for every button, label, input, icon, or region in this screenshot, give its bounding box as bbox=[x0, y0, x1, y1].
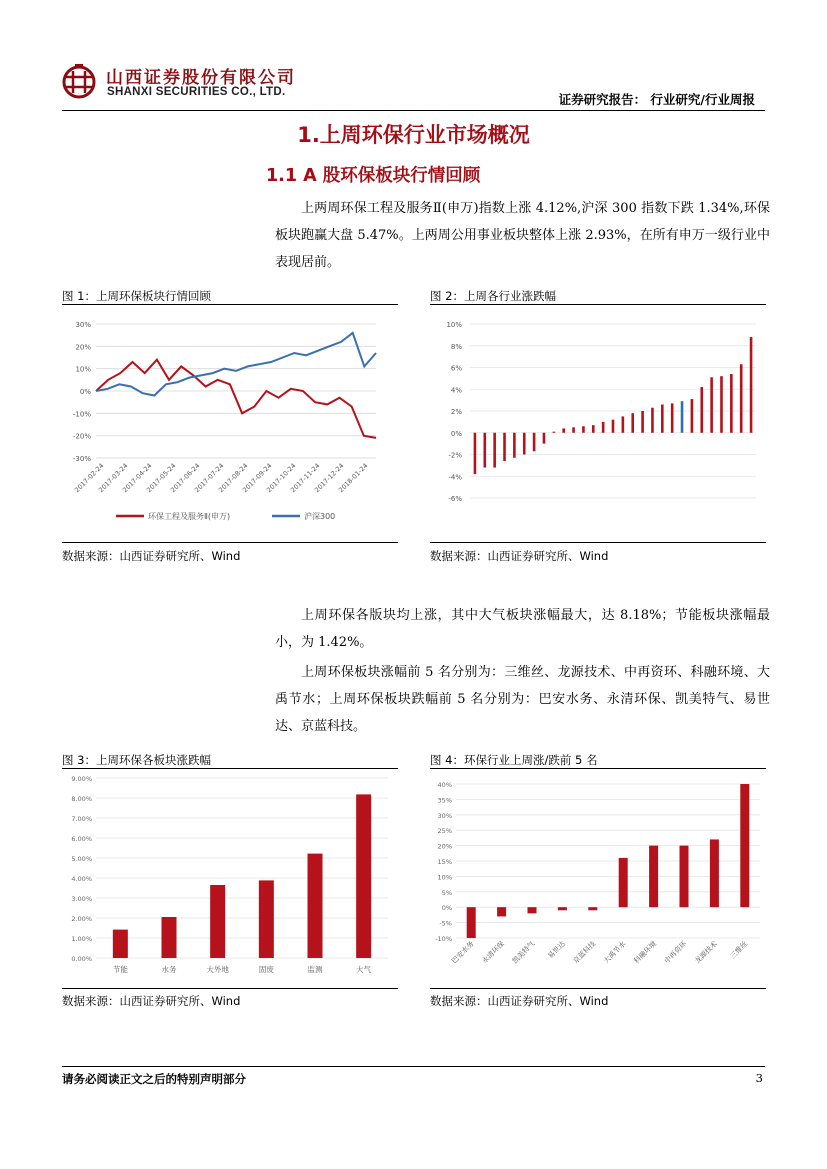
fig1-bottom-rule bbox=[62, 542, 398, 543]
fig1-y-tick-label: 20% bbox=[75, 343, 91, 352]
fig3-source: 数据来源：山西证券研究所、Wind bbox=[62, 994, 241, 1008]
fig3-title-rule bbox=[62, 768, 398, 769]
fig2-bar bbox=[612, 420, 615, 433]
company-name-en: SHANXI SECURITIES CO., LTD. bbox=[107, 86, 286, 98]
fig4-y-tick-label: 0% bbox=[441, 904, 452, 913]
fig2-y-tick-label: -2% bbox=[448, 451, 462, 460]
fig3-bar bbox=[113, 930, 128, 958]
fig1-y-tick-label: -30% bbox=[72, 455, 91, 463]
fig1-x-tick-label: 2017-08-24 bbox=[217, 461, 250, 495]
fig2-y-tick-label: 8% bbox=[450, 342, 462, 351]
fig1-y-tick-label: 10% bbox=[75, 365, 91, 374]
fig2-bar bbox=[710, 377, 713, 432]
fig1-x-tick-label: 2018-01-24 bbox=[337, 461, 370, 495]
fig2-bar bbox=[681, 401, 684, 433]
fig1-y-tick-label: 30% bbox=[75, 321, 91, 329]
footer-divider bbox=[62, 1066, 765, 1067]
fig1-x-tick-label: 2017-03-24 bbox=[97, 461, 130, 495]
fig4-x-tick-label: 三维丝 bbox=[728, 939, 750, 961]
fig4-y-tick-label: 40% bbox=[437, 781, 452, 789]
fig2-bar bbox=[572, 427, 575, 432]
fig2-y-tick-label: -6% bbox=[448, 495, 462, 503]
fig2-bar bbox=[503, 433, 506, 461]
fig4-bar bbox=[649, 846, 658, 908]
fig4-bar bbox=[740, 784, 749, 907]
fig2-bar bbox=[553, 432, 556, 433]
fig3-title: 图 3：上周环保各板块涨跌幅 bbox=[62, 753, 211, 767]
fig4-x-tick-label: 大禹节水 bbox=[602, 939, 628, 966]
fig4-y-tick-label: 30% bbox=[437, 811, 452, 820]
paragraph-market-overview: 上两周环保工程及服务Ⅱ(申万)指数上涨 4.12%,沪深 300 指数下跌 1.34%,环保板块跑赢大盘 5.47%。上两周公用事业板块整体上涨 2.93%，在所有申万一级行业中表现居前。 bbox=[275, 201, 770, 270]
fig1-y-tick-label: -20% bbox=[72, 432, 91, 441]
fig2-bar bbox=[720, 376, 723, 433]
fig4-bottom-rule bbox=[430, 988, 766, 989]
fig4-title: 图 4：环保行业上周涨/跌前 5 名 bbox=[430, 753, 598, 767]
fig4-x-tick-label: 龙源技术 bbox=[693, 939, 719, 966]
fig1-legend-label: 沪深300 bbox=[304, 512, 336, 521]
paragraph-sector-performance: 上周环保各版块均上涨，其中大气板块涨幅最大，达 8.18%；节能板块涨幅最小，为 1.42%。 bbox=[275, 608, 770, 650]
fig1-y-tick-label: 0% bbox=[79, 388, 91, 396]
fig3-y-tick-label: 9.00% bbox=[71, 775, 92, 783]
fig3-y-tick-label: 8.00% bbox=[71, 795, 92, 803]
fig4-title-rule bbox=[430, 768, 766, 769]
fig1-x-tick-label: 2017-09-24 bbox=[241, 461, 274, 495]
fig3-x-tick-label: 大外地 bbox=[206, 965, 229, 974]
fig4-x-tick-label: 科融环境 bbox=[632, 939, 659, 966]
fig2-bar bbox=[483, 433, 486, 468]
fig4-y-tick-label: 20% bbox=[437, 842, 452, 851]
fig2-bar bbox=[730, 374, 733, 433]
fig2-y-tick-label: 10% bbox=[446, 321, 462, 329]
fig4-x-tick-label: 中再资环 bbox=[662, 939, 689, 966]
fig4-y-tick-label: 10% bbox=[437, 873, 452, 882]
fig4-bar bbox=[467, 907, 476, 938]
fig3-y-tick-label: 7.00% bbox=[71, 815, 92, 823]
company-logo-icon bbox=[62, 64, 96, 100]
fig4-x-tick-label: 巴安水务 bbox=[450, 939, 476, 966]
fig4-x-tick-label: 永清环保 bbox=[480, 939, 507, 966]
section-subtitle: 1.1 A 股环保板块行情回顾 bbox=[266, 166, 481, 186]
fig3-bottom-rule bbox=[62, 988, 398, 989]
fig1-title-rule bbox=[62, 304, 398, 305]
fig2-y-tick-label: -4% bbox=[448, 473, 462, 482]
fig2-y-tick-label: 4% bbox=[450, 386, 462, 395]
fig4-y-tick-label: -5% bbox=[439, 919, 452, 928]
fig4-y-tick-label: 5% bbox=[441, 888, 452, 897]
fig3-x-tick-label: 水务 bbox=[161, 965, 177, 974]
fig2-y-tick-label: 6% bbox=[450, 364, 462, 373]
fig4-y-tick-label: 15% bbox=[437, 858, 452, 866]
fig2-bar bbox=[523, 433, 526, 455]
fig4-bar bbox=[619, 858, 628, 907]
fig3-y-tick-label: 3.00% bbox=[71, 895, 92, 903]
fig2-bar bbox=[750, 337, 753, 433]
fig4-y-tick-label: 35% bbox=[437, 796, 452, 805]
fig1-x-tick-label: 2017-06-24 bbox=[169, 461, 202, 495]
page-number: 3 bbox=[755, 1071, 763, 1085]
fig1-line-chart bbox=[62, 308, 398, 538]
fig2-bar bbox=[513, 433, 516, 458]
fig4-bar bbox=[558, 907, 567, 910]
fig3-y-tick-label: 2.00% bbox=[71, 915, 92, 923]
fig2-bar bbox=[691, 399, 694, 433]
paragraph-top-movers: 上周环保板块涨幅前 5 名分别为：三维丝、龙源技术、中再资环、科融环境、大禹节水；上周环保板块跌幅前 5 名分别为：巴安水务、永清环保、凯美特气、易世达、京蓝科技。 bbox=[275, 665, 770, 734]
fig2-bar bbox=[543, 433, 546, 444]
fig1-x-tick-label: 2017-02-24 bbox=[73, 461, 106, 495]
fig3-y-tick-label: 5.00% bbox=[71, 855, 92, 863]
fig3-bar-chart bbox=[62, 772, 398, 984]
fig2-source: 数据来源：山西证券研究所、Wind bbox=[430, 549, 609, 563]
fig3-y-tick-label: 4.00% bbox=[71, 875, 92, 883]
fig2-bottom-rule bbox=[430, 542, 766, 543]
fig2-bar bbox=[592, 425, 595, 433]
fig1-x-tick-label: 2017-04-24 bbox=[121, 461, 154, 495]
fig1-x-tick-label: 2017-10-24 bbox=[265, 461, 298, 495]
fig3-bar bbox=[210, 885, 225, 958]
fig4-bar bbox=[588, 907, 597, 910]
fig2-bar bbox=[602, 422, 605, 433]
report-type: 证券研究报告： 行业研究/行业周报 bbox=[558, 92, 755, 107]
fig3-bar bbox=[356, 794, 371, 958]
fig2-bar bbox=[622, 416, 625, 432]
fig3-x-tick-label: 监测 bbox=[307, 965, 323, 974]
fig4-bar bbox=[497, 907, 506, 916]
fig4-bar-chart bbox=[430, 772, 766, 984]
fig4-bar bbox=[710, 839, 719, 907]
section-title: 1.上周环保行业市场概况 bbox=[297, 123, 530, 147]
fig4-y-tick-label: 25% bbox=[437, 827, 452, 836]
fig2-bar bbox=[493, 433, 496, 468]
fig4-bar bbox=[528, 907, 537, 913]
fig3-x-tick-label: 固废 bbox=[258, 965, 274, 974]
fig1-x-tick-label: 2017-12-24 bbox=[313, 461, 346, 495]
fig1-source: 数据来源：山西证券研究所、Wind bbox=[62, 549, 241, 563]
fig4-x-tick-label: 易世达 bbox=[546, 939, 567, 961]
fig1-title: 图 1：上周环保板块行情回顾 bbox=[62, 289, 211, 303]
fig2-bar bbox=[661, 404, 664, 432]
fig2-bar-chart bbox=[430, 308, 766, 538]
fig2-bar bbox=[651, 408, 654, 433]
fig1-x-tick-label: 2017-11-24 bbox=[289, 461, 322, 495]
footer-disclaimer: 请务必阅读正文之后的特别声明部分 bbox=[62, 1072, 246, 1086]
fig4-y-tick-label: -10% bbox=[435, 935, 452, 943]
fig3-x-tick-label: 节能 bbox=[112, 965, 128, 974]
fig2-bar bbox=[474, 433, 477, 474]
fig1-legend-label: 环保工程及服务Ⅱ(申万) bbox=[148, 512, 231, 521]
fig2-bar bbox=[740, 364, 743, 433]
header-divider bbox=[62, 110, 765, 111]
fig3-bar bbox=[259, 880, 274, 958]
fig1-x-tick-label: 2017-05-24 bbox=[145, 461, 178, 495]
fig4-source: 数据来源：山西证券研究所、Wind bbox=[430, 994, 609, 1008]
fig2-bar bbox=[562, 428, 565, 432]
company-name-cn: 山西证券股份有限公司 bbox=[106, 68, 296, 88]
fig4-x-tick-label: 凯美特气 bbox=[510, 939, 537, 966]
fig2-bar bbox=[700, 387, 703, 433]
fig2-y-tick-label: 2% bbox=[450, 408, 462, 416]
fig1-y-tick-label: -10% bbox=[72, 410, 91, 419]
fig2-bar bbox=[641, 411, 644, 433]
fig3-y-tick-label: 6.00% bbox=[71, 835, 92, 843]
fig3-y-tick-label: 1.00% bbox=[71, 935, 92, 943]
fig3-bar bbox=[162, 917, 177, 958]
fig2-title: 图 2：上周各行业涨跌幅 bbox=[430, 289, 556, 303]
fig4-x-tick-label: 京蓝科技 bbox=[571, 939, 598, 966]
fig2-title-rule bbox=[430, 304, 766, 305]
fig3-y-tick-label: 0.00% bbox=[71, 955, 92, 963]
fig4-bar bbox=[680, 846, 689, 908]
fig1-series-line bbox=[96, 333, 376, 396]
fig2-bar bbox=[582, 426, 585, 433]
fig1-x-tick-label: 2017-07-24 bbox=[193, 461, 226, 495]
fig2-bar bbox=[533, 433, 536, 451]
fig2-bar bbox=[631, 413, 634, 433]
fig3-bar bbox=[308, 854, 323, 958]
fig2-bar bbox=[671, 403, 674, 432]
fig2-y-tick-label: 0% bbox=[450, 429, 462, 438]
fig3-x-tick-label: 大气 bbox=[356, 965, 372, 974]
